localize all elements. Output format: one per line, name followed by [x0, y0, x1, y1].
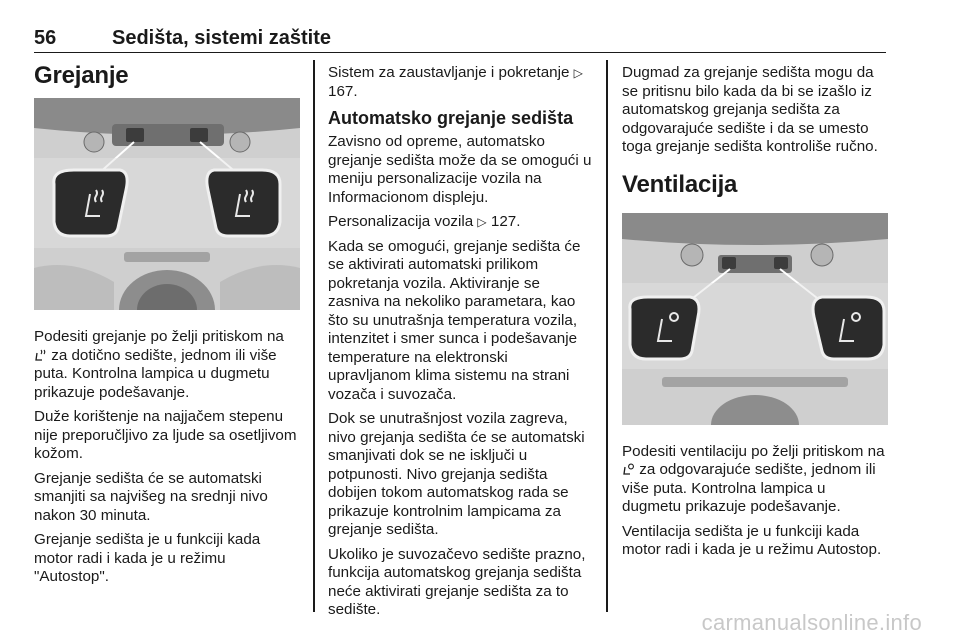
heading-ventilacija: Ventilacija [622, 170, 738, 198]
page-header [34, 26, 886, 53]
paragraph-personalization: Personalizacija vozila ▷ 127. [328, 213, 521, 230]
paragraph-heating-adjust: Podesiti grejanje po želji pritiskom na za dotično sedište, jednom ili više puta. Kontrolna lampica u dugmetu prikazuje podešavanje. [34, 328, 284, 401]
ref-arrow-icon: ▷ [477, 215, 487, 229]
column-2 [328, 64, 592, 626]
seat-heat-icon [34, 349, 47, 362]
paragraph-auto-reduce: Grejanje sedišta će se automatski smanjiti sa najvišeg na srednji nivo nakon 30 minuta. [34, 469, 268, 524]
paragraph-warmup: Dok se unutrašnjost vozila zagreva, nivo grejanja sedišta će se automatski smanjivati dok se ne isključi u potpunosti. Nivo grejanja sedišta dobijen tokom automatskog rada se prikazuje kontrolnim lampicama za grejanje sedišta. [328, 410, 585, 538]
console-illustration [34, 98, 300, 310]
seat-vent-icon [622, 463, 635, 476]
heading-grejanje: Grejanje [34, 62, 129, 89]
paragraph-stop-start: Sistem za zaustavljanje i pokretanje ▷ 167. [328, 64, 583, 100]
column-1 [34, 62, 300, 593]
paragraph-ventilation-function: Ventilacija sedišta je u funkciji kada motor radi i kada je u režimu Autostop. [622, 522, 882, 558]
subheading-auto-heating: Automatsko grejanje sedišta [328, 108, 574, 128]
figure-seat-ventilation-buttons [622, 213, 888, 425]
column-divider-1 [313, 60, 315, 612]
page-number: 56 [34, 27, 57, 49]
figure-seat-heating-buttons [34, 98, 300, 310]
ref-arrow-icon: ▷ [573, 66, 583, 80]
paragraph-manual-override: Dugmad za grejanje sedišta mogu da se pritisnu bilo kada da bi se izašlo iz automatskog grejanja sedišta za odgovarajuće sedište i da se umesto toga grejanje sedišta kontroliše ručno. [622, 64, 878, 155]
column-3 [622, 64, 888, 566]
paragraph-empty-seat: Ukoliko je suvozačevo sedište prazno, funkcija automatskog grejanja sedišta neće aktivirati grejanje sedišta za to sedište. [328, 545, 586, 618]
watermark: carmanualsonline.info [701, 610, 922, 635]
paragraph-heating-function: Grejanje sedišta je u funkciji kada motor radi i kada je u režimu "Autostop". [34, 531, 261, 585]
column-divider-2 [606, 60, 608, 612]
console-illustration-ventilation [622, 213, 888, 425]
paragraph-auto-activation: Kada se omogući, grejanje sedišta će se aktivirati automatski prilikom pokretanja vozila. Aktiviranje se zasniva na nekoliko parametara, kao što su unutrašnja temperatura vozila, intenzitet i smer sunca i podešavanje temperature na elektronski upravljanom klima sistemu na strani vozača i suvozača. [328, 237, 581, 403]
paragraph-sensitive-skin: Duže korištenje na najjačem stepenu nije preporučljivo za ljude sa osetljivom kožom. [34, 408, 297, 462]
paragraph-auto-enable: Zavisno od opreme, automatsko grejanje sedišta može da se omogući u meniju personalizacije vozila na Informacionom displeju. [328, 133, 592, 206]
paragraph-ventilation-adjust: Podesiti ventilaciju po želji pritiskom na za odgovarajuće sedište, jednom ili više puta. Kontrolna lampica u dugmetu prikazuje podešavanje. [622, 442, 885, 515]
section-title: Sedišta, sistemi zaštite [112, 27, 331, 49]
